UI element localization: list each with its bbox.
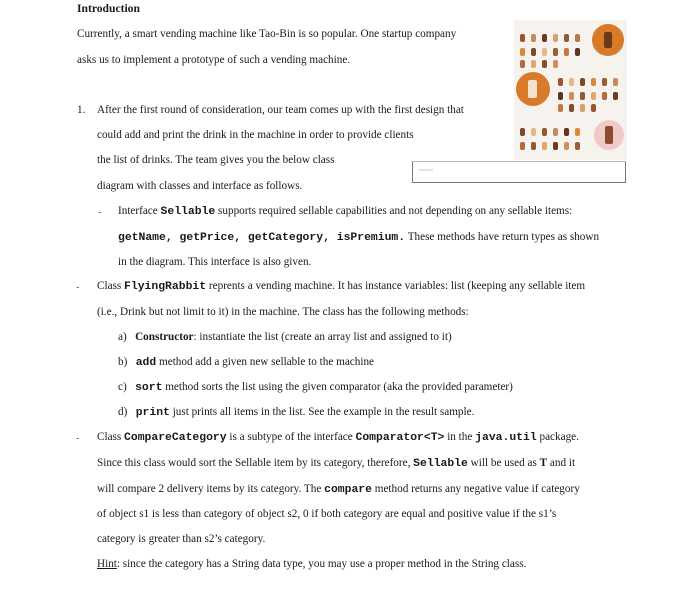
vending-drinks-image	[514, 20, 627, 160]
bullet-comparecategory-line-5: category is greater than s2’s category.	[97, 533, 266, 545]
bullet-sellable-line-3: in the diagram. This interface is also given.	[118, 256, 312, 268]
bullet-dash: -	[76, 433, 80, 444]
hint-line: Hint: since the category has a String data type, you may use a proper method in the String class.	[97, 558, 527, 570]
bullet-comparecategory-line-4: of object s1 is less than category of object s2, 0 if both category are equal and positive value if the s1’s	[97, 508, 557, 520]
bullet-dash: -	[76, 282, 80, 293]
bullet-flyingrabbit-line-2: (i.e., Drink but not limit to it) in the machine. The class has the following methods:	[97, 306, 469, 318]
method-d: d) print just prints all items in the list. See the example in the result sample.	[118, 406, 475, 419]
method-c: c) sort method sorts the list using the given comparator (aka the provided parameter)	[118, 381, 513, 394]
bullet-sellable-line-1: Interface Sellable supports required sellable capabilities and not depending on any sellable items:	[118, 205, 573, 218]
method-a: a) Constructor: instantiate the list (create an array list and assigned to it)	[118, 331, 452, 343]
bullet-flyingrabbit-line-1: Class FlyingRabbit reprents a vending machine. It has instance variables: list (keeping any sellable item	[97, 280, 586, 293]
question-line-2: could add and print the drink in the machine in order to provide clients	[97, 129, 414, 141]
question-line-4: diagram with classes and interface as follows.	[97, 180, 303, 192]
class-diagram-frame	[412, 161, 626, 183]
hint-label: Hint	[97, 558, 117, 570]
bullet-comparecategory-line-1: Class CompareCategory is a subtype of the interface Comparator<T> in the java.util package.	[97, 431, 579, 444]
code-method-list: getName, getPrice, getCategory, isPremium.	[118, 232, 406, 244]
bullet-comparecategory-line-3: will compare 2 delivery items by its category. The compare method returns any negative value if category	[97, 483, 580, 496]
code-flyingrabbit: FlyingRabbit	[124, 281, 207, 293]
bullet-comparecategory-line-2: Since this class would sort the Sellable item by its category, therefore, Sellable will be used as T and it	[97, 457, 576, 470]
bullet-sellable-line-2: getName, getPrice, getCategory, isPremium. These methods have return types as shown	[118, 231, 600, 244]
intro-line-1: Currently, a smart vending machine like Tao-Bin is so popular. One startup company	[77, 28, 457, 40]
section-heading: Introduction	[77, 2, 140, 15]
method-b: b) add method add a given new sellable to the machine	[118, 356, 375, 369]
code-sellable: Sellable	[160, 206, 216, 218]
question-line-3: the list of drinks. The team gives you the below class	[97, 154, 335, 166]
bullet-dash: -	[98, 207, 102, 218]
intro-line-2: asks us to implement a prototype of such a vending machine.	[77, 54, 351, 66]
question-number: 1.	[77, 104, 86, 116]
question-line-1: After the first round of consideration, our team comes up with the first design that	[97, 104, 464, 116]
